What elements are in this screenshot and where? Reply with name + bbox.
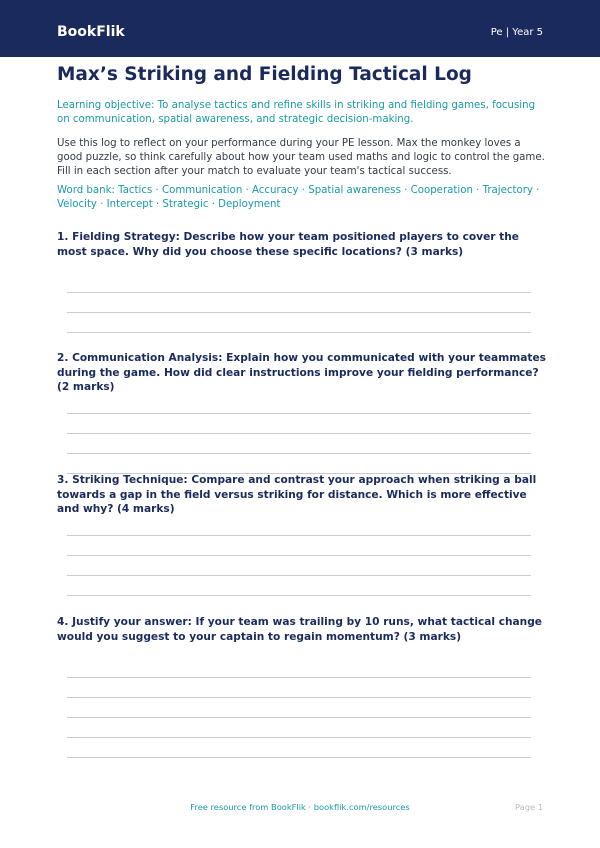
- question-4: 4. Justify your answer: If your team was trailing by 10 runs, what tactical change would you suggest to your captain to regain momentum? (3 marks): [57, 616, 542, 643]
- answer-line: [67, 312, 531, 313]
- answer-line: [67, 535, 531, 536]
- answer-line: [67, 757, 531, 758]
- question-3: 3. Striking Technique: Compare and contrast your approach when striking a ball towards a gap in the field versus striking for distance. Which is more effective and why? (4 marks): [57, 474, 537, 515]
- answer-line: [67, 292, 531, 293]
- answer-line: [67, 555, 531, 556]
- answer-line: [67, 575, 531, 576]
- question-1: 1. Fielding Strategy: Describe how your team positioned players to cover the most space. Why did you choose these specific locations? (3 marks): [57, 231, 519, 258]
- intro-paragraph: Use this log to reflect on your performance during your PE lesson. Max the monkey loves a good puzzle, so think carefully about how your team used maths and logic to control the game. Fill in each section after your match to evaluate your team's tactical success.: [57, 138, 545, 177]
- answer-line: [67, 737, 531, 738]
- answer-line: [67, 697, 531, 698]
- subject-year-label: Pe | Year 5: [490, 27, 543, 38]
- answer-line: [67, 717, 531, 718]
- answer-line: [67, 413, 531, 414]
- answer-line: [67, 453, 531, 454]
- answer-line: [67, 595, 531, 596]
- answer-line: [67, 677, 531, 678]
- answer-lines-4[interactable]: [67, 677, 531, 777]
- learning-objective: Learning objective: To analyse tactics and refine skills in striking and fielding games, focusing on communication, spatial awareness, and strategic decision-making.: [57, 100, 536, 125]
- answer-lines-3[interactable]: [67, 535, 531, 615]
- worksheet-title: Max’s Striking and Fielding Tactical Log: [57, 64, 472, 85]
- page-number: Page 1: [514, 802, 543, 812]
- page-header: [0, 0, 600, 57]
- answer-line: [67, 332, 531, 333]
- answer-line: [67, 433, 531, 434]
- brand-logo-text: BookFlik: [57, 24, 125, 40]
- word-bank: Word bank: Tactics · Communication · Accuracy · Spatial awareness · Cooperation · Trajectory · Velocity · Intercept · Strategic · Deployment: [57, 185, 540, 210]
- footer-credit: Free resource from BookFlik · bookflik.com/resources: [190, 802, 410, 812]
- question-2: 2. Communication Analysis: Explain how you communicated with your teammates during the game. How did clear instructions improve your fielding performance? (2 marks): [57, 352, 546, 393]
- answer-lines-1[interactable]: [67, 292, 531, 352]
